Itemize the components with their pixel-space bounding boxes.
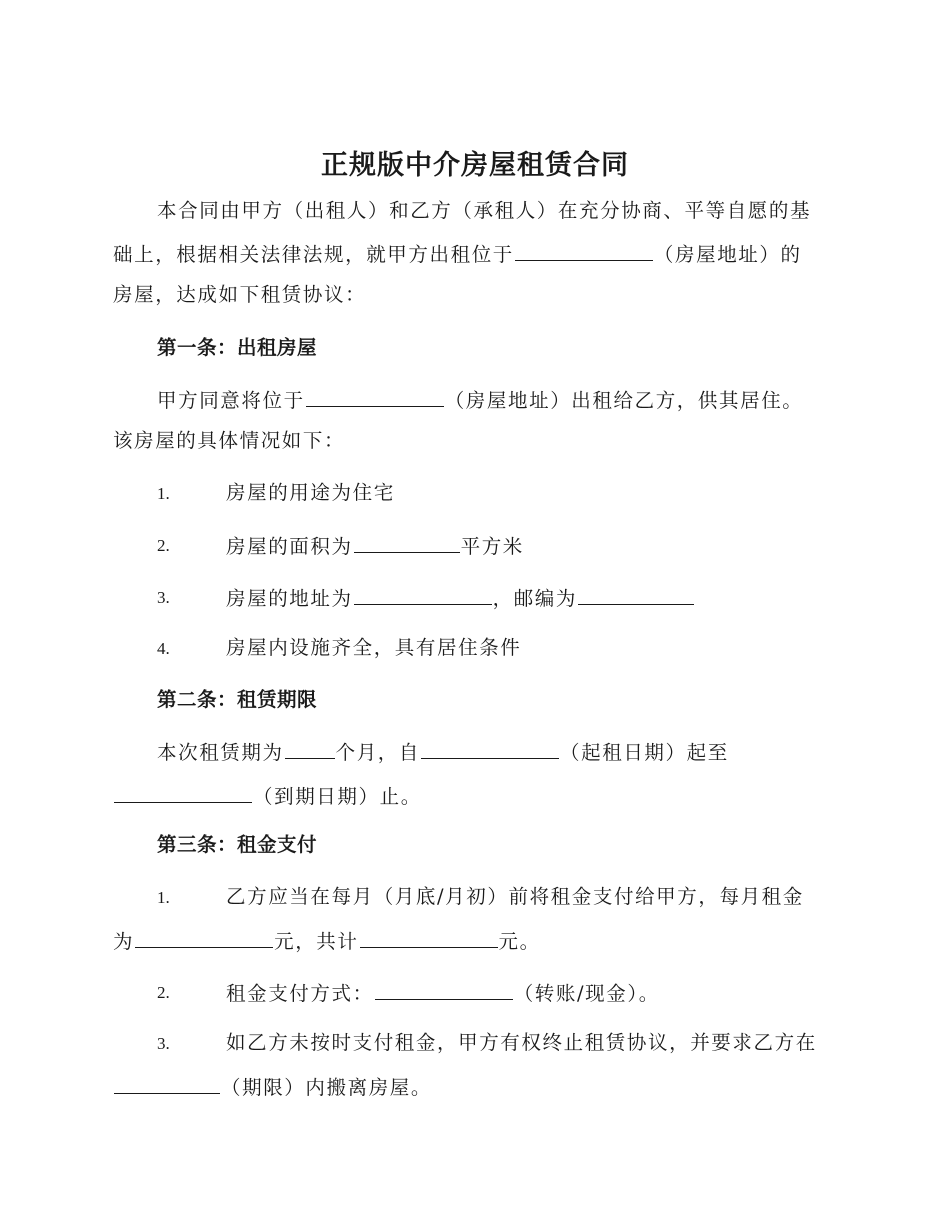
document-title: 正规版中介房屋租赁合同 bbox=[321, 150, 629, 181]
intro-line-1: 本合同由甲方（出租人）和乙方（承租人）在充分协商、平等自愿的基 bbox=[157, 199, 812, 222]
item-text: （期限）内搬离房屋。 bbox=[221, 1076, 433, 1099]
item-text: 房屋的面积为 bbox=[226, 535, 353, 558]
total-rent-blank[interactable] bbox=[360, 925, 498, 948]
article-text: 甲方同意将位于 bbox=[157, 389, 305, 412]
months-blank[interactable] bbox=[285, 736, 335, 759]
address-blank[interactable] bbox=[306, 384, 444, 407]
end-date-blank[interactable] bbox=[114, 780, 252, 803]
item-text: 房屋的地址为 bbox=[226, 587, 353, 610]
article-2-heading: 第二条：租赁期限 bbox=[157, 688, 318, 711]
item-text: 租金支付方式： bbox=[226, 982, 374, 1005]
list-number: 3. bbox=[157, 1034, 170, 1053]
item-text: 为 bbox=[113, 930, 135, 953]
list-number: 2. bbox=[157, 983, 170, 1002]
postcode-blank[interactable] bbox=[578, 582, 694, 605]
list-item: 如乙方未按时支付租金，甲方有权终止租赁协议，并要求乙方在 bbox=[226, 1031, 817, 1054]
list-number: 4. bbox=[157, 639, 170, 658]
article-1-line-1 bbox=[157, 384, 887, 416]
article-1-heading: 第一条：出租房屋 bbox=[157, 336, 318, 359]
article-text: （到期日期）止。 bbox=[253, 785, 422, 808]
article-2-line-2 bbox=[113, 780, 843, 812]
list-item bbox=[226, 977, 660, 1009]
intro-line-3: 房屋，达成如下租赁协议： bbox=[113, 283, 367, 306]
article-text: 本次租赁期为 bbox=[157, 741, 284, 764]
intro-line-2 bbox=[113, 238, 843, 270]
intro-text: （房屋地址）的 bbox=[653, 243, 802, 266]
article-text: （起租日期）起至 bbox=[560, 741, 729, 764]
article-3-heading: 第三条：租金支付 bbox=[157, 833, 318, 856]
list-item bbox=[226, 530, 524, 562]
list-number: 1. bbox=[157, 484, 170, 503]
article-text: 个月，自 bbox=[335, 741, 421, 764]
list-item-continuation bbox=[113, 925, 843, 957]
item-text: 元，共计 bbox=[274, 930, 359, 953]
list-number: 3. bbox=[157, 588, 170, 607]
address-blank[interactable] bbox=[515, 238, 653, 261]
list-item: 乙方应当在每月（月底/月初）前将租金支付给甲方，每月租金 bbox=[226, 885, 804, 908]
list-item: 房屋内设施齐全，具有居住条件 bbox=[226, 636, 522, 659]
article-1-line-2: 该房屋的具体情况如下： bbox=[113, 429, 346, 452]
item-text: 平方米 bbox=[460, 535, 524, 558]
area-blank[interactable] bbox=[354, 530, 460, 553]
article-text: （房屋地址）出租给乙方，供其居住。 bbox=[444, 389, 804, 412]
list-item: 房屋的用途为住宅 bbox=[226, 481, 395, 504]
address-blank[interactable] bbox=[354, 582, 492, 605]
list-item-continuation bbox=[113, 1071, 843, 1103]
item-text: ，邮编为 bbox=[492, 587, 578, 610]
payment-method-blank[interactable] bbox=[375, 977, 513, 1000]
list-number: 2. bbox=[157, 536, 170, 555]
item-text: （转账/现金）。 bbox=[513, 982, 660, 1005]
list-item bbox=[226, 582, 695, 614]
monthly-rent-blank[interactable] bbox=[135, 925, 273, 948]
deadline-blank[interactable] bbox=[114, 1071, 220, 1094]
list-number: 1. bbox=[157, 888, 170, 907]
item-text: 元。 bbox=[498, 930, 541, 953]
article-2-line-1 bbox=[157, 736, 887, 768]
intro-text: 础上，根据相关法律法规，就甲方出租位于 bbox=[113, 243, 514, 266]
start-date-blank[interactable] bbox=[421, 736, 559, 759]
